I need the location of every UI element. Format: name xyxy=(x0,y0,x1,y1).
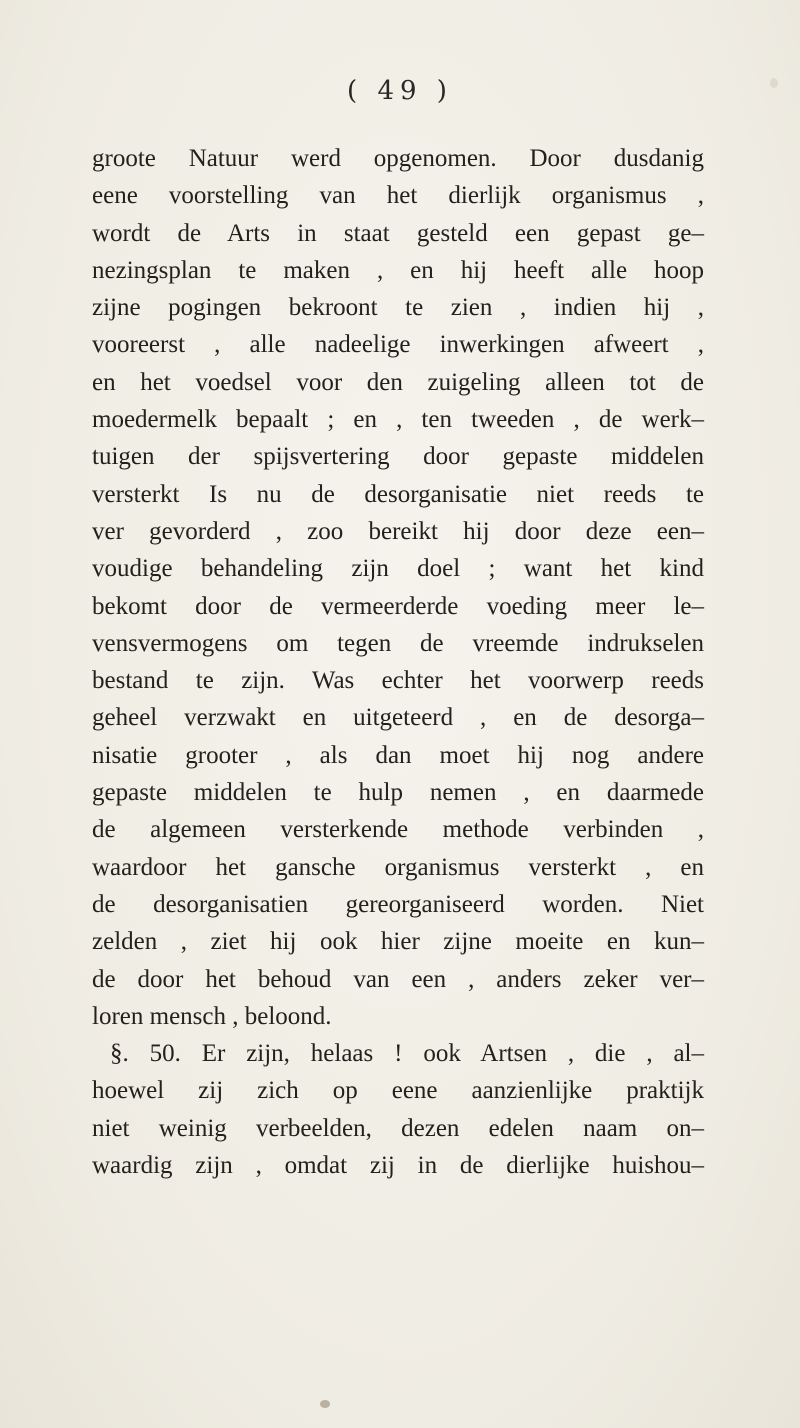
text-line: de door het behoud van een , anders zeker ver– xyxy=(92,965,704,993)
paper-stain xyxy=(320,1400,330,1408)
text-line: groote Natuur werd opgenomen. Door dusdanig xyxy=(92,145,704,172)
text-line: ver gevorderd , zoo bereikt hij door deze een– xyxy=(92,517,704,545)
text-line: zijne pogingen bekroont te zien , indien hij , xyxy=(92,294,704,322)
text-line: waardig zijn , omdat zij in de dierlijke huishou– xyxy=(92,1152,704,1180)
text-line: tuigen der spijsvertering door gepaste middelen xyxy=(92,443,704,471)
text-line: wordt de Arts in staat gesteld een gepast ge– xyxy=(92,219,704,247)
text-line: voudige behandeling zijn doel ; want het kind xyxy=(92,555,704,583)
text-line: vensvermogens om tegen de vreemde indrukselen xyxy=(92,629,704,657)
text-line: bestand te zijn. Was echter het voorwerp reeds xyxy=(92,667,704,695)
text-line: geheel verzwakt en uitgeteerd , en de desorga– xyxy=(92,704,704,732)
body-text xyxy=(92,140,704,1184)
page-number: ( 49 ) xyxy=(347,76,453,106)
text-line: versterkt Is nu de desorganisatie niet reeds te xyxy=(92,480,704,508)
text-line: en het voedsel voor den zuigeling alleen tot de xyxy=(92,368,704,396)
text-line: de desorganisatien gereorganiseerd worden. Niet xyxy=(92,890,704,918)
text-line: zelden , ziet hij ook hier zijne moeite en kun– xyxy=(92,928,704,956)
text-line: moedermelk bepaalt ; en , ten tweeden , de werk– xyxy=(92,406,704,434)
text-line: vooreerst , alle nadeelige inwerkingen afweert , xyxy=(92,331,704,359)
text-line: loren mensch , beloond. xyxy=(92,1002,332,1030)
text-line: hoewel zij zich op eene aanzienlijke praktijk xyxy=(92,1077,704,1105)
text-line: niet weinig verbeelden, dezen edelen naam on– xyxy=(92,1114,704,1142)
text-line: de algemeen versterkende methode verbinden , xyxy=(92,816,704,844)
text-line: §. 50. Er zijn, helaas ! ook Artsen , die , al– xyxy=(110,1040,704,1068)
text-line: nisatie grooter , als dan moet hij nog andere xyxy=(92,741,704,769)
text-line: eene voorstelling van het dierlijk organismus , xyxy=(92,182,704,210)
text-line: gepaste middelen te hulp nemen , en daarmede xyxy=(92,779,704,807)
text-line: nezingsplan te maken , en hij heeft alle hoop xyxy=(92,256,704,284)
text-line: bekomt door de vermeerderde voeding meer le– xyxy=(92,592,704,620)
text-line: waardoor het gansche organismus versterkt , en xyxy=(92,853,704,881)
